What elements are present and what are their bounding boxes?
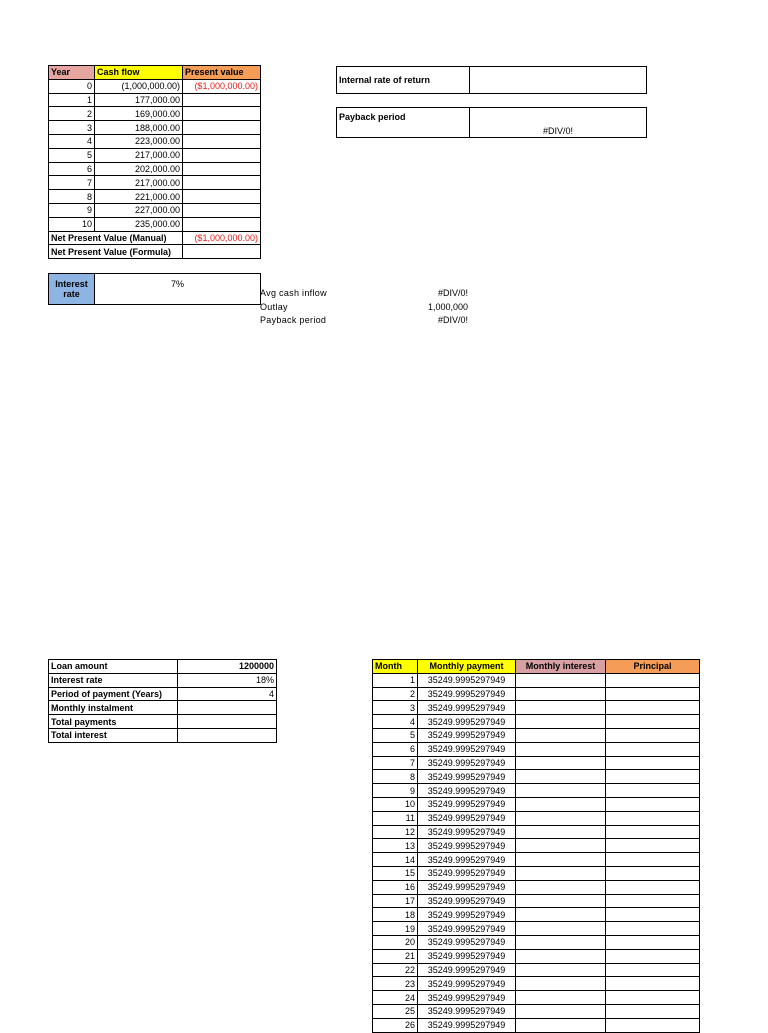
monthly-interest-header[interactable]: Monthly interest [516, 660, 606, 674]
principal-cell[interactable] [606, 701, 700, 715]
cash-flow-cell[interactable]: (1,000,000.00) [95, 79, 183, 93]
loan-row [49, 728, 277, 742]
present-value-cell[interactable] [183, 162, 261, 176]
npv-row [49, 134, 261, 148]
principal-cell[interactable] [606, 1004, 700, 1018]
schedule-row [373, 728, 700, 742]
principal-cell[interactable] [606, 770, 700, 784]
monthly-payment-cell[interactable]: 35249.9995297949 [418, 853, 516, 867]
year-cell[interactable]: 0 [49, 79, 95, 93]
month-cell[interactable]: 14 [373, 853, 418, 867]
year-cell[interactable]: 4 [49, 134, 95, 148]
schedule-row [373, 949, 700, 963]
year-cell[interactable]: 9 [49, 203, 95, 217]
payback-label[interactable]: Payback period [337, 108, 470, 138]
monthly-payment-cell[interactable]: 35249.9995297949 [418, 894, 516, 908]
present-value-cell[interactable] [183, 93, 261, 107]
year-cell[interactable]: 6 [49, 162, 95, 176]
principal-cell[interactable] [606, 825, 700, 839]
irr-box [336, 66, 647, 94]
principal-cell[interactable] [606, 839, 700, 853]
principal-cell[interactable] [606, 797, 700, 811]
principal-cell[interactable] [606, 673, 700, 687]
month-cell[interactable]: 24 [373, 991, 418, 1005]
npv-row [49, 162, 261, 176]
month-cell[interactable]: 11 [373, 811, 418, 825]
loan-value[interactable]: 18% [178, 673, 277, 687]
monthly-interest-cell[interactable] [516, 991, 606, 1005]
monthly-interest-cell[interactable] [516, 728, 606, 742]
year-header[interactable]: Year [49, 66, 95, 80]
present-value-header[interactable]: Present value [183, 66, 261, 80]
principal-cell[interactable] [606, 922, 700, 936]
month-cell[interactable]: 5 [373, 728, 418, 742]
cash-flow-header[interactable]: Cash flow [95, 66, 183, 80]
monthly-interest-cell[interactable] [516, 797, 606, 811]
loan-row [49, 660, 277, 674]
loan-value[interactable]: 1200000 [178, 660, 277, 674]
loan-label[interactable]: Total payments [49, 715, 178, 729]
year-cell[interactable]: 1 [49, 93, 95, 107]
monthly-payment-cell[interactable]: 35249.9995297949 [418, 935, 516, 949]
present-value-cell[interactable] [183, 203, 261, 217]
month-cell[interactable]: 17 [373, 894, 418, 908]
year-cell[interactable]: 2 [49, 107, 95, 121]
monthly-interest-cell[interactable] [516, 701, 606, 715]
principal-cell[interactable] [606, 1018, 700, 1032]
monthly-payment-cell[interactable]: 35249.9995297949 [418, 701, 516, 715]
monthly-payment-cell[interactable]: 35249.9995297949 [418, 991, 516, 1005]
principal-cell[interactable] [606, 687, 700, 701]
month-header[interactable]: Month [373, 660, 418, 674]
principal-cell[interactable] [606, 880, 700, 894]
npv-row [49, 176, 261, 190]
monthly-interest-cell[interactable] [516, 1004, 606, 1018]
irr-label[interactable]: Internal rate of return [337, 67, 470, 94]
npv-row [49, 79, 261, 93]
monthly-payment-cell[interactable]: 35249.9995297949 [418, 977, 516, 991]
schedule-row [373, 756, 700, 770]
schedule-row [373, 977, 700, 991]
loan-label[interactable]: Period of payment (Years) [49, 687, 178, 701]
schedule-row [373, 701, 700, 715]
month-cell[interactable]: 19 [373, 922, 418, 936]
principal-cell[interactable] [606, 728, 700, 742]
monthly-payment-cell[interactable]: 35249.9995297949 [418, 908, 516, 922]
monthly-payment-cell[interactable]: 35249.9995297949 [418, 866, 516, 880]
irr-value[interactable] [470, 67, 647, 94]
monthly-payment-cell[interactable]: 35249.9995297949 [418, 880, 516, 894]
monthly-interest-cell[interactable] [516, 935, 606, 949]
present-value-cell[interactable] [183, 107, 261, 121]
schedule-row [373, 880, 700, 894]
principal-cell[interactable] [606, 811, 700, 825]
loan-label[interactable]: Loan amount [49, 660, 178, 674]
cash-flow-cell[interactable]: 227,000.00 [95, 203, 183, 217]
principal-cell[interactable] [606, 866, 700, 880]
schedule-row [373, 825, 700, 839]
monthly-payment-cell[interactable]: 35249.9995297949 [418, 673, 516, 687]
schedule-row [373, 673, 700, 687]
monthly-payment-cell[interactable]: 35249.9995297949 [418, 839, 516, 853]
loan-value[interactable] [178, 728, 277, 742]
principal-cell[interactable] [606, 949, 700, 963]
monthly-interest-cell[interactable] [516, 825, 606, 839]
year-cell[interactable]: 8 [49, 190, 95, 204]
present-value-cell[interactable] [183, 217, 261, 231]
principal-cell[interactable] [606, 756, 700, 770]
monthly-interest-cell[interactable] [516, 784, 606, 798]
present-value-cell[interactable] [183, 190, 261, 204]
schedule-row [373, 935, 700, 949]
cash-flow-cell[interactable]: 217,000.00 [95, 148, 183, 162]
principal-cell[interactable] [606, 935, 700, 949]
npv-row [49, 148, 261, 162]
year-cell[interactable]: 10 [49, 217, 95, 231]
monthly-interest-cell[interactable] [516, 1018, 606, 1032]
month-cell[interactable]: 7 [373, 756, 418, 770]
month-cell[interactable]: 12 [373, 825, 418, 839]
principal-cell[interactable] [606, 742, 700, 756]
payback-value[interactable]: #DIV/0! [470, 108, 647, 138]
principal-cell[interactable] [606, 977, 700, 991]
monthly-interest-cell[interactable] [516, 687, 606, 701]
schedule-row [373, 853, 700, 867]
month-cell[interactable]: 16 [373, 880, 418, 894]
present-value-cell[interactable] [183, 121, 261, 135]
npv-table [48, 65, 261, 259]
principal-cell[interactable] [606, 991, 700, 1005]
loan-row [49, 701, 277, 715]
monthly-payment-cell[interactable]: 35249.9995297949 [418, 811, 516, 825]
month-cell[interactable]: 9 [373, 784, 418, 798]
monthly-payment-cell[interactable]: 35249.9995297949 [418, 825, 516, 839]
interest-rate-value[interactable]: 7% [95, 274, 261, 305]
monthly-interest-cell[interactable] [516, 756, 606, 770]
month-cell[interactable]: 18 [373, 908, 418, 922]
npv-formula-row [49, 245, 261, 259]
monthly-payment-cell[interactable]: 35249.9995297949 [418, 797, 516, 811]
payback-box [336, 107, 647, 138]
monthly-interest-cell[interactable] [516, 894, 606, 908]
present-value-cell[interactable] [183, 134, 261, 148]
monthly-interest-cell[interactable] [516, 908, 606, 922]
npv-row [49, 203, 261, 217]
monthly-interest-cell[interactable] [516, 977, 606, 991]
month-cell[interactable]: 22 [373, 963, 418, 977]
loan-row [49, 687, 277, 701]
npv-manual-row [49, 231, 261, 245]
cash-flow-cell[interactable]: 235,000.00 [95, 217, 183, 231]
principal-cell[interactable] [606, 963, 700, 977]
principal-cell[interactable] [606, 894, 700, 908]
loan-value[interactable]: 4 [178, 687, 277, 701]
loan-label[interactable]: Total interest [49, 728, 178, 742]
loan-value[interactable] [178, 701, 277, 715]
cash-flow-cell[interactable]: 202,000.00 [95, 162, 183, 176]
month-cell[interactable]: 13 [373, 839, 418, 853]
schedule-row [373, 770, 700, 784]
monthly-interest-cell[interactable] [516, 949, 606, 963]
npv-row [49, 93, 261, 107]
month-cell[interactable]: 20 [373, 935, 418, 949]
monthly-interest-cell[interactable] [516, 853, 606, 867]
monthly-payment-cell[interactable]: 35249.9995297949 [418, 715, 516, 729]
year-cell[interactable]: 7 [49, 176, 95, 190]
monthly-payment-cell[interactable]: 35249.9995297949 [418, 949, 516, 963]
monthly-interest-cell[interactable] [516, 963, 606, 977]
interest-rate-label[interactable]: Interest rate [49, 274, 95, 305]
cash-flow-cell[interactable]: 221,000.00 [95, 190, 183, 204]
monthly-interest-cell[interactable] [516, 880, 606, 894]
schedule-row [373, 1004, 700, 1018]
npv-row [49, 190, 261, 204]
month-cell[interactable]: 1 [373, 673, 418, 687]
month-cell[interactable]: 2 [373, 687, 418, 701]
month-cell[interactable]: 10 [373, 797, 418, 811]
schedule-row [373, 839, 700, 853]
npv-formula-label[interactable]: Net Present Value (Formula) [49, 245, 183, 259]
schedule-row [373, 922, 700, 936]
npv-formula-value[interactable] [183, 245, 261, 259]
npv-row [49, 107, 261, 121]
loan-row [49, 673, 277, 687]
schedule-row [373, 715, 700, 729]
loan-value[interactable] [178, 715, 277, 729]
payback-calc-label[interactable]: Avg cash inflow [260, 288, 327, 298]
monthly-interest-cell[interactable] [516, 811, 606, 825]
monthly-interest-cell[interactable] [516, 742, 606, 756]
schedule-header-row [373, 660, 700, 674]
present-value-cell[interactable] [183, 148, 261, 162]
payback-calc-value[interactable]: #DIV/0! [437, 288, 468, 298]
schedule-row [373, 742, 700, 756]
npv-row [49, 217, 261, 231]
month-cell[interactable]: 4 [373, 715, 418, 729]
month-cell[interactable]: 21 [373, 949, 418, 963]
principal-cell[interactable] [606, 784, 700, 798]
monthly-payment-cell[interactable]: 35249.9995297949 [418, 1004, 516, 1018]
present-value-cell[interactable] [183, 176, 261, 190]
schedule-row [373, 1018, 700, 1032]
loan-table [48, 659, 277, 743]
principal-cell[interactable] [606, 715, 700, 729]
schedule-row [373, 991, 700, 1005]
monthly-interest-cell[interactable] [516, 715, 606, 729]
payback-calc-label[interactable]: Payback period [260, 315, 327, 325]
monthly-interest-cell[interactable] [516, 866, 606, 880]
monthly-payment-cell[interactable]: 35249.9995297949 [418, 922, 516, 936]
interest-rate-box [48, 273, 261, 305]
month-cell[interactable]: 25 [373, 1004, 418, 1018]
monthly-payment-cell[interactable]: 35249.9995297949 [418, 963, 516, 977]
monthly-payment-cell[interactable]: 35249.9995297949 [418, 687, 516, 701]
year-cell[interactable]: 3 [49, 121, 95, 135]
npv-manual-label[interactable]: Net Present Value (Manual) [49, 231, 183, 245]
schedule-row [373, 797, 700, 811]
year-cell[interactable]: 5 [49, 148, 95, 162]
loan-label[interactable]: Monthly instalment [49, 701, 178, 715]
schedule-row [373, 866, 700, 880]
payback-calc-value[interactable]: 1,000,000 [427, 301, 468, 312]
npv-manual-value[interactable]: ($1,000,000.00) [183, 231, 261, 245]
monthly-payment-cell[interactable]: 35249.9995297949 [418, 742, 516, 756]
monthly-payment-cell[interactable]: 35249.9995297949 [418, 756, 516, 770]
principal-cell[interactable] [606, 908, 700, 922]
month-cell[interactable]: 15 [373, 866, 418, 880]
monthly-interest-cell[interactable] [516, 673, 606, 687]
present-value-cell[interactable]: ($1,000,000.00) [183, 79, 261, 93]
loan-row [49, 715, 277, 729]
schedule-row [373, 908, 700, 922]
monthly-interest-cell[interactable] [516, 770, 606, 784]
monthly-payment-cell[interactable]: 35249.9995297949 [418, 728, 516, 742]
month-cell[interactable]: 6 [373, 742, 418, 756]
month-cell[interactable]: 23 [373, 977, 418, 991]
cash-flow-cell[interactable]: 188,000.00 [95, 121, 183, 135]
npv-row [49, 121, 261, 135]
cash-flow-cell[interactable]: 223,000.00 [95, 134, 183, 148]
schedule-row [373, 811, 700, 825]
schedule-row [373, 687, 700, 701]
monthly-interest-cell[interactable] [516, 839, 606, 853]
principal-cell[interactable] [606, 853, 700, 867]
payback-calc-label[interactable]: Outlay [260, 301, 288, 312]
month-cell[interactable]: 8 [373, 770, 418, 784]
schedule-row [373, 963, 700, 977]
cash-flow-cell[interactable]: 169,000.00 [95, 107, 183, 121]
schedule-row [373, 784, 700, 798]
monthly-interest-cell[interactable] [516, 922, 606, 936]
monthly-payment-cell[interactable]: 35249.9995297949 [418, 770, 516, 784]
cash-flow-cell[interactable]: 217,000.00 [95, 176, 183, 190]
schedule-row [373, 894, 700, 908]
loan-label[interactable]: Interest rate [49, 673, 178, 687]
payback-calc-value[interactable]: #DIV/0! [437, 315, 468, 325]
cash-flow-cell[interactable]: 177,000.00 [95, 93, 183, 107]
monthly-payment-cell[interactable]: 35249.9995297949 [418, 784, 516, 798]
npv-header-row [49, 66, 261, 80]
monthly-payment-header[interactable]: Monthly payment [418, 660, 516, 674]
month-cell[interactable]: 26 [373, 1018, 418, 1032]
monthly-payment-cell[interactable]: 35249.9995297949 [418, 1018, 516, 1032]
principal-header[interactable]: Principal [606, 660, 700, 674]
month-cell[interactable]: 3 [373, 701, 418, 715]
amortization-schedule [372, 659, 700, 1033]
